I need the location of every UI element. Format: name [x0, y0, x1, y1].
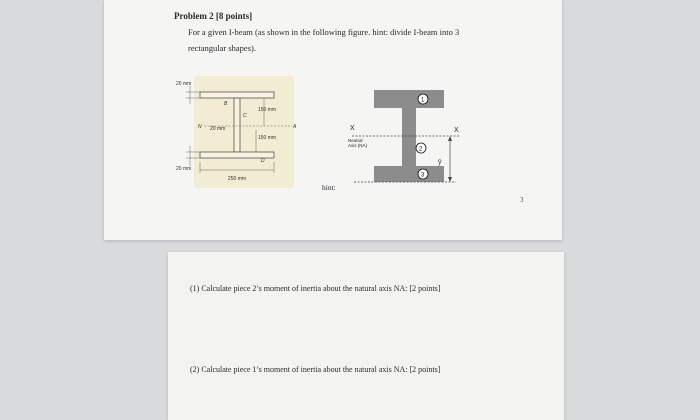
piece-3-badge	[418, 169, 428, 179]
hint-label: hint:	[322, 183, 336, 192]
question-1: (1) Calculate piece 2’s moment of inertia about the natural axis NA: [2 points]	[190, 284, 441, 293]
piece-2-badge	[416, 143, 426, 153]
piece-1-number: 1	[421, 97, 425, 104]
piece-3-rect	[374, 166, 444, 182]
dim-upper-web: 150 mm	[258, 107, 277, 113]
x-right-label: X	[454, 127, 459, 134]
web	[234, 98, 240, 152]
x-left-label: X	[350, 125, 355, 132]
page-number: 3	[520, 196, 524, 204]
piece-2-rect	[402, 108, 416, 166]
label-d: D	[261, 158, 265, 164]
ybar-label: ȳ	[438, 159, 442, 166]
questions-page	[168, 252, 564, 420]
ibeam-hint-figure	[344, 88, 474, 188]
top-flange	[200, 92, 274, 98]
neutral-label-line1: Neutral	[348, 138, 363, 143]
problem-page	[104, 0, 562, 240]
label-a: A	[293, 124, 297, 130]
piece-1-rect	[374, 90, 444, 108]
dim-bottom-flange: 20 mm	[176, 166, 192, 172]
piece-2-number: 2	[419, 146, 423, 153]
dim-top-flange: 20 mm	[176, 81, 192, 87]
neutral-label-line2: Axis (NA)	[348, 143, 367, 148]
problem-title: Problem 2 [8 points]	[174, 11, 253, 21]
problem-statement-line1: For a given I-beam (as shown in the following figure. hint: divide I-beam into 3	[188, 27, 460, 37]
dim-lower-web: 150 mm	[258, 135, 277, 141]
piece-1-badge	[418, 94, 428, 104]
label-b: B	[224, 101, 228, 107]
piece-3-number: 3	[421, 172, 425, 179]
problem-statement-line2: rectangular shapes).	[188, 43, 256, 53]
dim-web-thickness: 20 mm	[210, 126, 226, 132]
dim-width: 250 mm	[228, 176, 247, 182]
ibeam-dimension-figure	[176, 76, 300, 188]
question-2: (2) Calculate piece 1’s moment of inertia about the natural axis NA: [2 points]	[190, 365, 441, 374]
label-n: N	[198, 124, 202, 130]
label-c: C	[243, 113, 247, 119]
